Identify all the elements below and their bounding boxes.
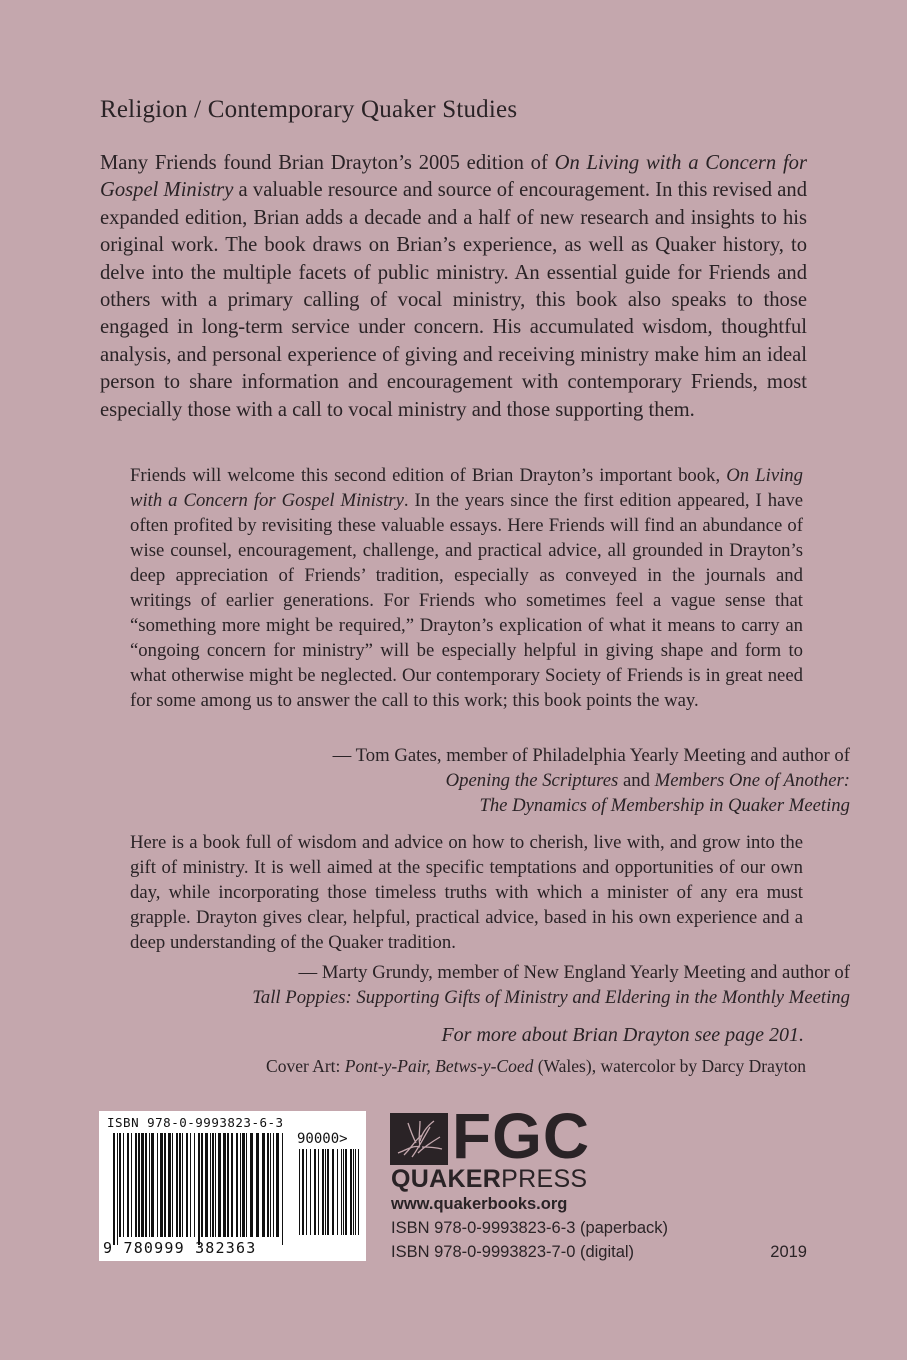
barcode-bar xyxy=(179,1133,181,1237)
barcode-bar xyxy=(242,1133,245,1237)
barcode-bar xyxy=(215,1133,216,1237)
barcode-bar xyxy=(306,1149,307,1235)
barcode-bar xyxy=(299,1149,300,1235)
barcode-bar xyxy=(327,1149,329,1235)
author-info-note: For more about Brian Drayton see page 201. xyxy=(441,1024,804,1046)
barcode-bar xyxy=(131,1133,132,1237)
barcode-bar xyxy=(345,1149,347,1235)
endorsement-quote-2: Here is a book full of wisdom and advice on how to cherish, live with, and grow into the gift of ministry. It is well aimed at the specific temptations and opportunities of our own day, while incorporating those timeless truths with which a minister of any era must grapple. Drayton gives clear, helpful, practical advice, based in his own experience and a deep understanding of the Quaker tradition. xyxy=(130,832,803,953)
cover-art-title: Pont-y-Pair, Betws-y-Coed xyxy=(344,1056,534,1076)
blurb-book-title: On Living with a Concern for Gospel Ministry xyxy=(100,152,807,202)
barcode-bar xyxy=(341,1149,342,1235)
barcode-bar xyxy=(123,1133,124,1237)
attribution1-book2a: Members One of Another: xyxy=(654,770,850,791)
barcode-bar xyxy=(325,1149,326,1235)
barcode-bar xyxy=(127,1133,129,1237)
barcode-bar xyxy=(231,1133,233,1237)
barcode-bar xyxy=(205,1133,208,1237)
barcode-bar xyxy=(186,1133,188,1237)
barcode-bar xyxy=(149,1133,150,1237)
barcode-bar xyxy=(201,1133,203,1237)
isbn-barcode xyxy=(99,1111,366,1261)
barcode-bar xyxy=(164,1133,166,1237)
endorsement-attribution-2 xyxy=(150,960,850,1010)
book-description xyxy=(100,150,807,424)
attribution1-book1: Opening the Scriptures xyxy=(445,770,619,791)
quaker-press-wordmark xyxy=(391,1167,587,1192)
barcode-bar xyxy=(119,1133,121,1237)
barcode-bar xyxy=(168,1133,171,1237)
attribution1-book2b: The Dynamics of Membership in Quaker Meeting xyxy=(479,795,850,816)
endorsement-attribution-1 xyxy=(150,743,850,818)
publication-year: 2019 xyxy=(770,1243,807,1261)
barcode-bar xyxy=(117,1133,118,1245)
barcode-isbn-text: ISBN 978-0-9993823-6-3 xyxy=(107,1115,284,1130)
press-name-bold: QUAKER xyxy=(391,1165,502,1193)
attribution1-line1: — Tom Gates, member of Philadelphia Yearly Meeting and author of xyxy=(332,745,850,766)
barcode-bar xyxy=(273,1133,274,1237)
cover-art-credit xyxy=(266,1056,806,1077)
blurb-part2: a valuable resource and source of encouragement. In this revised and expanded edition, Brian adds a decade and a half of new research and insights to his original work. The book draws on Brian’s experience, as well as Quaker history, to delve into the multiple facets of public ministry. An essential guide for Friends and others with a primary calling of vocal ministry, this book also speaks to those engaged in long-term service under concern. His accumulated wisdom, thoughtful analysis, and personal experience of giving and receiving ministry make him an ideal person to share information and encouragement with contemporary Friends, most especially those with a call to vocal ministry and those supporting them. xyxy=(100,179,807,421)
barcode-bar xyxy=(358,1149,359,1235)
fgc-logo-text: FGC xyxy=(452,1100,591,1172)
barcode-bar xyxy=(212,1133,214,1237)
barcode-bar xyxy=(145,1133,147,1237)
blurb-part1: Many Friends found Brian Drayton’s 2005 edition of xyxy=(100,152,555,174)
fgc-tree-logo-icon xyxy=(390,1113,448,1165)
attribution2-line1: — Marty Grundy, member of New England Yearly Meeting and author of xyxy=(298,962,850,983)
barcode-bar xyxy=(198,1133,200,1245)
quote1-part2: . In the years since the first edition appeared, I have often profited by revisiting these valuable essays. Here Friends will find an abundance of wise counsel, encouragement, challenge, and practical advice, all grounded in Drayton’s deep appreciation of Friends’ tradition, especially as conveyed in the journals and writings of earlier generations. For Friends who sometimes feel a vague sense that “something more might be required,” Drayton’s explication of what it means to carry an “ongoing concern for ministry” will be especially helpful in giving shape and form to what otherwise might be neglected. Our contemporary Society of Friends is in great need for some among us to answer the call to this work; this book points the way. xyxy=(130,490,803,711)
barcode-bar xyxy=(276,1133,279,1237)
barcode-digits: 9 780999 382363 xyxy=(103,1239,257,1257)
publisher-website: www.quakerbooks.org xyxy=(391,1195,568,1213)
barcode-bar xyxy=(314,1149,316,1235)
barcode-bar xyxy=(182,1133,183,1237)
endorsement-quote-1 xyxy=(130,463,803,713)
barcode-bar xyxy=(210,1133,211,1237)
barcode-bar xyxy=(337,1149,338,1235)
barcode-bar xyxy=(194,1133,195,1237)
cover-art-label: Cover Art: xyxy=(266,1056,345,1076)
barcode-bar xyxy=(236,1133,238,1237)
barcode-bar xyxy=(350,1149,352,1235)
barcode-bar xyxy=(223,1133,226,1237)
barcode-bar xyxy=(172,1133,173,1237)
attribution1-line2 xyxy=(150,768,850,793)
barcode-bar xyxy=(138,1133,140,1237)
barcode-bar xyxy=(218,1133,221,1237)
barcode-bar xyxy=(151,1133,154,1237)
barcode-bar xyxy=(240,1133,241,1237)
attribution1-and: and xyxy=(618,770,655,791)
quote1-book-title: On Living with a Concern for Gospel Ministry xyxy=(130,465,803,511)
barcode-bar xyxy=(355,1149,356,1235)
barcode-bar xyxy=(267,1133,269,1237)
barcode-bar xyxy=(343,1149,344,1235)
barcode-bar xyxy=(135,1133,137,1237)
barcode-bar xyxy=(270,1133,271,1237)
barcode-bar xyxy=(160,1133,163,1237)
barcode-bar xyxy=(190,1133,191,1237)
barcode-bar xyxy=(176,1133,178,1237)
cover-art-rest: (Wales), watercolor by Darcy Drayton xyxy=(533,1056,806,1076)
press-name-rest: PRESS xyxy=(501,1165,588,1193)
barcode-bar xyxy=(282,1133,283,1245)
barcode-bar xyxy=(141,1133,144,1237)
barcode-bar xyxy=(302,1149,304,1235)
barcode-addon-digits: 90000> xyxy=(297,1131,348,1147)
isbn-paperback: ISBN 978-0-9993823-6-3 (paperback) xyxy=(391,1219,668,1237)
barcode-bar xyxy=(322,1149,324,1235)
attribution2-book: Tall Poppies: Supporting Gifts of Ministry and Eldering in the Monthly Meeting xyxy=(252,987,850,1008)
barcode-bar xyxy=(256,1133,259,1237)
barcode-bar xyxy=(310,1149,311,1235)
quote1-part1: Friends will welcome this second edition of Brian Drayton’s important book, xyxy=(130,465,727,486)
barcode-bar xyxy=(318,1149,319,1235)
barcode-bar xyxy=(332,1149,334,1235)
barcode-bar xyxy=(246,1133,247,1237)
barcode-bar xyxy=(353,1149,354,1235)
category-heading: Religion / Contemporary Quaker Studies xyxy=(100,96,518,123)
barcode-bar xyxy=(227,1133,229,1237)
barcode-bar xyxy=(262,1133,265,1237)
barcode-bar xyxy=(113,1133,115,1245)
barcode-bar xyxy=(157,1133,158,1237)
isbn-digital: ISBN 978-0-9993823-7-0 (digital) xyxy=(391,1243,635,1261)
barcode-bar xyxy=(250,1133,253,1237)
